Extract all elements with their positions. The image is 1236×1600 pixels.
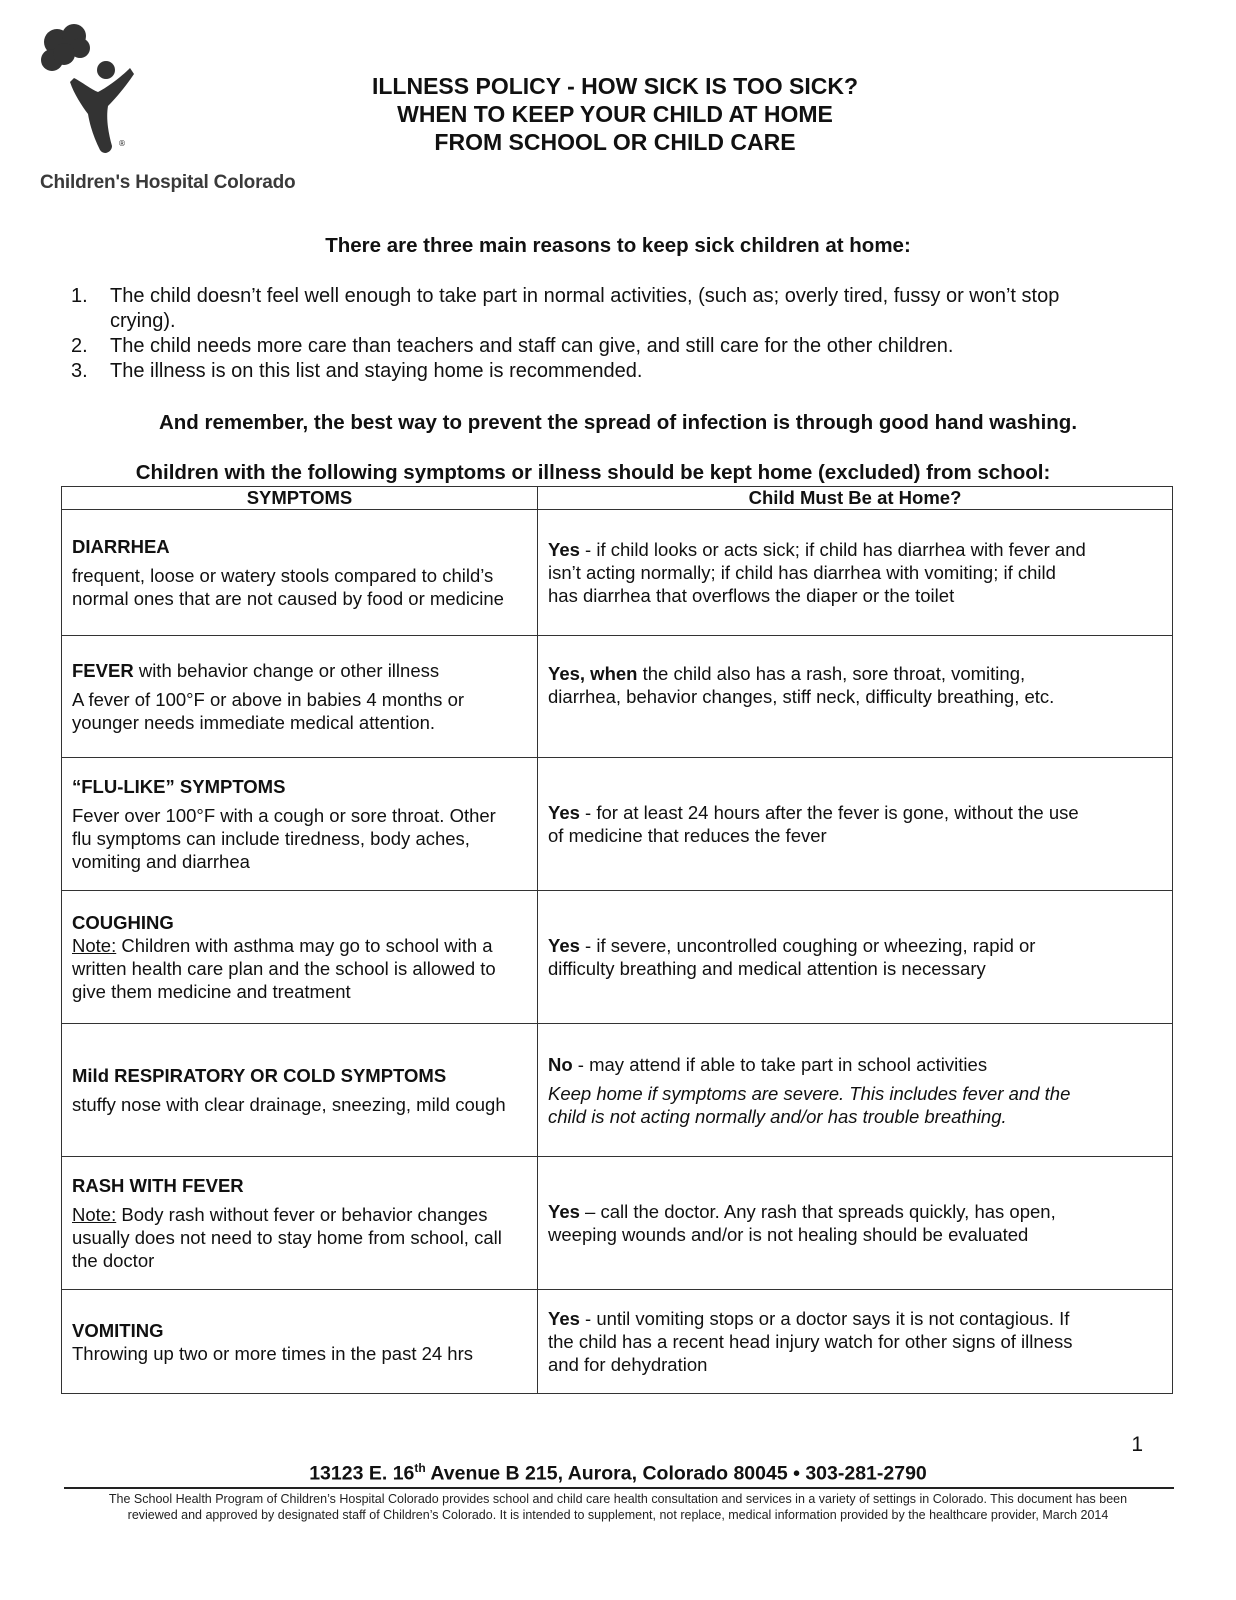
symptom-text: vomiting and diarrhea (72, 851, 250, 872)
list-text: The illness is on this list and staying home is recommended. (110, 360, 643, 382)
page-number: 1 (1131, 1433, 1143, 1456)
list-item (68, 284, 1178, 334)
list-number: 1. (71, 285, 88, 307)
symptom-title: RESPIRATORY OR COLD SYMPTOMS (114, 1065, 447, 1086)
table-row (62, 636, 1173, 758)
symptom-title: VOMITING (72, 1319, 164, 1341)
symptom-text: Children with asthma may go to school with a (116, 935, 493, 956)
list-text: The child needs more care than teachers and staff can give, and still care for the other children. (110, 335, 954, 357)
symptom-cell (62, 1024, 538, 1157)
symptom-cell (62, 636, 538, 758)
column-header-at-home: Child Must Be at Home? (538, 487, 1173, 510)
symptom-text: stuffy nose with clear drainage, sneezing, mild cough (72, 1094, 506, 1115)
answer-text: the child has a recent head injury watch for other signs of illness (548, 1331, 1073, 1352)
note-label: Note: (72, 935, 117, 956)
answer-text: - may attend if able to take part in school activities (572, 1053, 988, 1075)
symptom-text: Body rash without fever or behavior changes (116, 1204, 488, 1225)
symptom-text: written health care plan and the school is allowed to (72, 958, 496, 979)
table-row (62, 1024, 1173, 1157)
symptom-cell (62, 891, 538, 1024)
answer-text: - until vomiting stops or a doctor says it is not contagious. If (579, 1308, 1070, 1329)
answer-lead: Yes (548, 935, 580, 956)
answer-lead: Yes (548, 539, 580, 560)
symptom-text: A fever of 100°F or above in babies 4 months or (72, 689, 465, 710)
table-header-row (62, 487, 1173, 510)
intro-heading: There are three main reasons to keep sick children at home: (325, 234, 911, 257)
answer-italic-text: child is not acting normally and/or has trouble breathing. (548, 1105, 1007, 1127)
page-title (300, 72, 930, 156)
footer-line: The School Health Program of Children’s Hospital Colorado provides school and child care health consultation and services in a variety of settings in Colorado. This document has been (108, 1492, 1128, 1506)
answer-text: - if severe, uncontrolled coughing or wheezing, rapid or (579, 935, 1036, 956)
answer-italic-text: Keep home if symptoms are severe. This includes fever and the (548, 1082, 1071, 1104)
symptoms-table (61, 486, 1173, 1394)
address-ordinal: th (414, 1461, 426, 1475)
answer-lead: Yes, when (548, 663, 638, 684)
list-number: 3. (71, 360, 88, 382)
answer-text: difficulty breathing and medical attention is necessary (548, 958, 986, 979)
symptom-cell (62, 510, 538, 636)
footer-disclaimer (60, 1491, 1176, 1523)
answer-cell (538, 636, 1173, 758)
symptom-text: flu symptoms can include tiredness, body aches, (72, 828, 470, 849)
answer-lead: Yes (548, 802, 580, 823)
list-text: The child doesn’t feel well enough to take part in normal activities, (such as; overly tired, fussy or won’t stop (110, 285, 1060, 307)
symptom-title-rest: with behavior change or other illness (133, 660, 440, 681)
answer-lead: No (548, 1053, 573, 1075)
childrens-hospital-logo (28, 22, 318, 202)
column-header-symptoms: SYMPTOMS (62, 487, 538, 510)
footer-line: reviewed and approved by designated staff of Children’s Colorado. It is intended to supplement, not replace, medical information provided by the healthcare provider, March 2014 (127, 1508, 1109, 1522)
svg-text:®: ® (118, 139, 126, 148)
list-text: crying). (110, 310, 176, 332)
symptom-text: Throwing up two or more times in the past 24 hrs (72, 1342, 474, 1364)
symptom-title: COUGHING (72, 912, 174, 933)
table-row (62, 1290, 1173, 1394)
title-line-1: ILLNESS POLICY - HOW SICK IS TOO SICK? (371, 73, 859, 99)
symptom-text: younger needs immediate medical attention. (72, 712, 436, 733)
footer-divider (64, 1487, 1174, 1489)
table-row (62, 758, 1173, 891)
answer-text: isn’t acting normally; if child has diarrhea with vomiting; if child (548, 562, 1056, 583)
answer-text: and for dehydration (548, 1354, 708, 1375)
list-item (68, 334, 1178, 359)
reasons-list (68, 284, 1178, 384)
answer-lead: Yes (548, 1201, 580, 1222)
list-number: 2. (71, 335, 88, 357)
symptom-title-prefix: Mild (72, 1065, 115, 1086)
answer-text: of medicine that reduces the fever (548, 825, 827, 846)
answer-cell (538, 1290, 1173, 1394)
address-line (0, 1461, 1236, 1486)
answer-text: weeping wounds and/or is not healing should be evaluated (548, 1224, 1029, 1245)
symptom-title: DIARRHEA (72, 536, 170, 557)
symptom-cell (62, 1157, 538, 1290)
note-label: Note: (72, 1204, 117, 1225)
symptom-text: normal ones that are not caused by food or medicine (72, 588, 504, 609)
answer-cell (538, 1157, 1173, 1290)
answer-cell (538, 891, 1173, 1024)
answer-text: has diarrhea that overflows the diaper or the toilet (548, 585, 955, 606)
hand-washing-reminder: And remember, the best way to prevent the spread of infection is through good hand washing. (158, 411, 1078, 434)
table-row (62, 510, 1173, 636)
symptom-title: FEVER (72, 660, 134, 681)
address-rest: Avenue B 215, Aurora, Colorado 80045 • 303-281-2790 (425, 1462, 927, 1485)
table-caption (0, 461, 1236, 485)
answer-text: - if child looks or acts sick; if child has diarrhea with fever and (579, 539, 1086, 560)
symptom-cell (62, 758, 538, 891)
symptom-text: frequent, loose or watery stools compared to child’s (72, 565, 494, 586)
symptom-text: the doctor (72, 1250, 155, 1271)
child-figure-balloons-icon (34, 22, 144, 162)
address-street-number: 13123 E. 16 (309, 1462, 415, 1485)
answer-cell (538, 1024, 1173, 1157)
table-row (62, 891, 1173, 1024)
symptom-cell (62, 1290, 538, 1394)
list-item (68, 359, 1178, 384)
symptom-text: usually does not need to stay home from school, call (72, 1227, 502, 1248)
title-line-2: WHEN TO KEEP YOUR CHILD AT HOME (397, 101, 833, 127)
symptom-title: RASH WITH FEVER (72, 1175, 244, 1196)
answer-text: diarrhea, behavior changes, stiff neck, difficulty breathing, etc. (548, 686, 1055, 707)
answer-lead: Yes (548, 1308, 580, 1329)
table-row (62, 1157, 1173, 1290)
answer-text: – call the doctor. Any rash that spreads quickly, has open, (579, 1201, 1056, 1222)
answer-cell (538, 758, 1173, 891)
symptom-text: Fever over 100°F with a cough or sore throat. Other (72, 805, 496, 826)
answer-cell (538, 510, 1173, 636)
answer-text: - for at least 24 hours after the fever is gone, without the use (579, 802, 1079, 823)
answer-text: the child also has a rash, sore throat, vomiting, (637, 663, 1026, 684)
table-caption-text: Children with the following symptoms or illness should be kept home (excluded) from school: (135, 461, 1051, 484)
symptom-text: give them medicine and treatment (72, 981, 351, 1002)
symptom-title: “FLU-LIKE” SYMPTOMS (72, 776, 286, 797)
logo-wordmark: Children's Hospital Colorado (40, 172, 296, 193)
title-line-3: FROM SCHOOL OR CHILD CARE (434, 129, 796, 155)
